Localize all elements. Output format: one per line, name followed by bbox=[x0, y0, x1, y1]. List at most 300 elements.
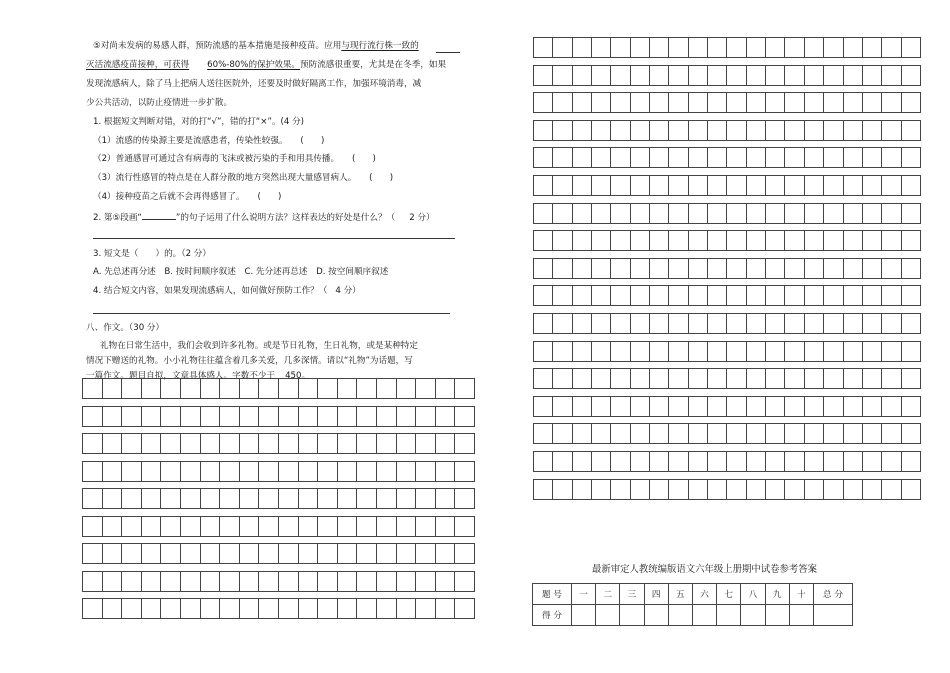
grid-cell[interactable] bbox=[573, 38, 592, 57]
grid-cell[interactable] bbox=[650, 176, 669, 195]
grid-cell[interactable] bbox=[573, 424, 592, 443]
grid-cell[interactable] bbox=[669, 93, 688, 112]
grid-cell[interactable] bbox=[377, 379, 397, 398]
grid-cell[interactable] bbox=[882, 342, 901, 361]
grid-cell[interactable] bbox=[785, 397, 804, 416]
grid-cell[interactable] bbox=[824, 66, 843, 85]
grid-cell[interactable] bbox=[357, 407, 377, 426]
grid-cell[interactable] bbox=[863, 424, 882, 443]
grid-cell[interactable] bbox=[689, 424, 708, 443]
grid-cell[interactable] bbox=[103, 434, 123, 453]
grid-cell[interactable] bbox=[805, 259, 824, 278]
grid-cell[interactable] bbox=[455, 489, 474, 508]
grid-cell[interactable] bbox=[338, 489, 358, 508]
grid-cell[interactable] bbox=[220, 599, 240, 618]
grid-cell[interactable] bbox=[201, 599, 221, 618]
grid-cell[interactable] bbox=[377, 544, 397, 563]
grid-cell[interactable] bbox=[279, 379, 299, 398]
grid-cell[interactable] bbox=[357, 462, 377, 481]
grid-cell[interactable] bbox=[844, 231, 863, 250]
grid-cell[interactable] bbox=[161, 379, 181, 398]
grid-cell[interactable] bbox=[220, 489, 240, 508]
grid-cell[interactable] bbox=[338, 544, 358, 563]
grid-cell[interactable] bbox=[708, 314, 727, 333]
grid-cell[interactable] bbox=[805, 38, 824, 57]
grid-cell[interactable] bbox=[611, 397, 630, 416]
grid-cell[interactable] bbox=[534, 342, 553, 361]
grid-cell[interactable] bbox=[708, 121, 727, 140]
grid-cell[interactable] bbox=[844, 286, 863, 305]
grid-cell[interactable] bbox=[708, 259, 727, 278]
grid-cell[interactable] bbox=[863, 397, 882, 416]
grid-cell[interactable] bbox=[534, 93, 553, 112]
grid-cell[interactable] bbox=[747, 397, 766, 416]
grid-cell[interactable] bbox=[299, 572, 319, 591]
grid-cell[interactable] bbox=[766, 480, 785, 499]
grid-cell[interactable] bbox=[279, 462, 299, 481]
grid-cell[interactable] bbox=[727, 176, 746, 195]
grid-cell[interactable] bbox=[747, 204, 766, 223]
score-cell[interactable] bbox=[741, 605, 765, 626]
grid-cell[interactable] bbox=[766, 66, 785, 85]
grid-cell[interactable] bbox=[592, 231, 611, 250]
grid-cell[interactable] bbox=[611, 93, 630, 112]
grid-cell[interactable] bbox=[299, 462, 319, 481]
grid-cell[interactable] bbox=[669, 66, 688, 85]
grid-cell[interactable] bbox=[201, 434, 221, 453]
grid-cell[interactable] bbox=[785, 121, 804, 140]
grid-cell[interactable] bbox=[631, 452, 650, 471]
grid-cell[interactable] bbox=[279, 489, 299, 508]
grid-cell[interactable] bbox=[201, 517, 221, 536]
grid-cell[interactable] bbox=[377, 407, 397, 426]
grid-cell[interactable] bbox=[436, 462, 456, 481]
grid-cell[interactable] bbox=[592, 176, 611, 195]
grid-cell[interactable] bbox=[727, 314, 746, 333]
grid-cell[interactable] bbox=[805, 204, 824, 223]
grid-cell[interactable] bbox=[83, 434, 103, 453]
grid-cell[interactable] bbox=[824, 231, 843, 250]
grid-cell[interactable] bbox=[863, 176, 882, 195]
grid-cell[interactable] bbox=[318, 379, 338, 398]
grid-cell[interactable] bbox=[766, 369, 785, 388]
grid-cell[interactable] bbox=[902, 369, 920, 388]
grid-cell[interactable] bbox=[805, 397, 824, 416]
grid-cell[interactable] bbox=[669, 176, 688, 195]
grid-cell[interactable] bbox=[220, 462, 240, 481]
grid-cell[interactable] bbox=[631, 369, 650, 388]
grid-cell[interactable] bbox=[631, 204, 650, 223]
grid-cell[interactable] bbox=[708, 176, 727, 195]
grid-cell[interactable] bbox=[318, 544, 338, 563]
grid-cell[interactable] bbox=[259, 572, 279, 591]
grid-cell[interactable] bbox=[611, 66, 630, 85]
grid-cell[interactable] bbox=[766, 204, 785, 223]
grid-cell[interactable] bbox=[689, 480, 708, 499]
grid-cell[interactable] bbox=[785, 342, 804, 361]
grid-cell[interactable] bbox=[553, 314, 572, 333]
grid-cell[interactable] bbox=[122, 544, 142, 563]
grid-cell[interactable] bbox=[882, 66, 901, 85]
grid-cell[interactable] bbox=[318, 489, 338, 508]
grid-cell[interactable] bbox=[689, 148, 708, 167]
grid-cell[interactable] bbox=[882, 231, 901, 250]
grid-cell[interactable] bbox=[747, 93, 766, 112]
grid-cell[interactable] bbox=[650, 480, 669, 499]
grid-cell[interactable] bbox=[708, 66, 727, 85]
grid-cell[interactable] bbox=[902, 38, 920, 57]
grid-cell[interactable] bbox=[650, 259, 669, 278]
grid-cell[interactable] bbox=[882, 286, 901, 305]
grid-cell[interactable] bbox=[592, 480, 611, 499]
grid-cell[interactable] bbox=[844, 93, 863, 112]
grid-cell[interactable] bbox=[727, 369, 746, 388]
grid-cell[interactable] bbox=[727, 452, 746, 471]
grid-cell[interactable] bbox=[611, 176, 630, 195]
grid-cell[interactable] bbox=[902, 66, 920, 85]
grid-cell[interactable] bbox=[279, 434, 299, 453]
grid-cell[interactable] bbox=[161, 462, 181, 481]
grid-cell[interactable] bbox=[650, 342, 669, 361]
grid-cell[interactable] bbox=[573, 93, 592, 112]
grid-cell[interactable] bbox=[592, 452, 611, 471]
grid-cell[interactable] bbox=[611, 342, 630, 361]
grid-cell[interactable] bbox=[377, 462, 397, 481]
grid-cell[interactable] bbox=[747, 121, 766, 140]
grid-cell[interactable] bbox=[397, 434, 417, 453]
grid-cell[interactable] bbox=[357, 544, 377, 563]
grid-cell[interactable] bbox=[299, 517, 319, 536]
grid-cell[interactable] bbox=[240, 517, 260, 536]
grid-cell[interactable] bbox=[377, 599, 397, 618]
grid-cell[interactable] bbox=[259, 489, 279, 508]
grid-cell[interactable] bbox=[103, 379, 123, 398]
grid-cell[interactable] bbox=[611, 148, 630, 167]
grid-cell[interactable] bbox=[766, 342, 785, 361]
grid-cell[interactable] bbox=[534, 204, 553, 223]
grid-cell[interactable] bbox=[318, 462, 338, 481]
grid-cell[interactable] bbox=[455, 434, 474, 453]
grid-cell[interactable] bbox=[181, 572, 201, 591]
grid-cell[interactable] bbox=[573, 452, 592, 471]
grid-cell[interactable] bbox=[573, 314, 592, 333]
grid-cell[interactable] bbox=[240, 599, 260, 618]
grid-cell[interactable] bbox=[844, 204, 863, 223]
grid-cell[interactable] bbox=[902, 424, 920, 443]
grid-cell[interactable] bbox=[805, 148, 824, 167]
grid-cell[interactable] bbox=[708, 231, 727, 250]
grid-cell[interactable] bbox=[240, 544, 260, 563]
grid-cell[interactable] bbox=[573, 397, 592, 416]
grid-cell[interactable] bbox=[708, 342, 727, 361]
grid-cell[interactable] bbox=[863, 38, 882, 57]
grid-cell[interactable] bbox=[631, 121, 650, 140]
grid-cell[interactable] bbox=[863, 314, 882, 333]
grid-cell[interactable] bbox=[611, 452, 630, 471]
grid-cell[interactable] bbox=[824, 38, 843, 57]
grid-cell[interactable] bbox=[83, 517, 103, 536]
grid-cell[interactable] bbox=[220, 572, 240, 591]
grid-cell[interactable] bbox=[785, 93, 804, 112]
grid-cell[interactable] bbox=[534, 397, 553, 416]
grid-cell[interactable] bbox=[669, 314, 688, 333]
grid-cell[interactable] bbox=[357, 489, 377, 508]
grid-cell[interactable] bbox=[455, 599, 474, 618]
grid-cell[interactable] bbox=[553, 259, 572, 278]
grid-cell[interactable] bbox=[631, 480, 650, 499]
grid-cell[interactable] bbox=[455, 544, 474, 563]
grid-cell[interactable] bbox=[416, 434, 436, 453]
grid-cell[interactable] bbox=[824, 424, 843, 443]
grid-cell[interactable] bbox=[902, 480, 920, 499]
grid-cell[interactable] bbox=[103, 489, 123, 508]
grid-cell[interactable] bbox=[785, 38, 804, 57]
grid-cell[interactable] bbox=[785, 148, 804, 167]
grid-cell[interactable] bbox=[747, 148, 766, 167]
grid-cell[interactable] bbox=[844, 38, 863, 57]
grid-cell[interactable] bbox=[747, 452, 766, 471]
grid-cell[interactable] bbox=[727, 93, 746, 112]
grid-cell[interactable] bbox=[161, 434, 181, 453]
grid-cell[interactable] bbox=[650, 452, 669, 471]
grid-cell[interactable] bbox=[397, 544, 417, 563]
grid-cell[interactable] bbox=[142, 379, 162, 398]
grid-cell[interactable] bbox=[708, 369, 727, 388]
grid-cell[interactable] bbox=[573, 176, 592, 195]
grid-cell[interactable] bbox=[592, 38, 611, 57]
grid-cell[interactable] bbox=[573, 204, 592, 223]
grid-cell[interactable] bbox=[669, 480, 688, 499]
grid-cell[interactable] bbox=[377, 572, 397, 591]
grid-cell[interactable] bbox=[534, 148, 553, 167]
grid-cell[interactable] bbox=[805, 314, 824, 333]
grid-cell[interactable] bbox=[805, 424, 824, 443]
grid-cell[interactable] bbox=[534, 314, 553, 333]
grid-cell[interactable] bbox=[279, 572, 299, 591]
grid-cell[interactable] bbox=[631, 231, 650, 250]
grid-cell[interactable] bbox=[669, 121, 688, 140]
grid-cell[interactable] bbox=[611, 424, 630, 443]
grid-cell[interactable] bbox=[902, 93, 920, 112]
grid-cell[interactable] bbox=[611, 286, 630, 305]
grid-cell[interactable] bbox=[534, 286, 553, 305]
grid-cell[interactable] bbox=[553, 342, 572, 361]
grid-cell[interactable] bbox=[142, 517, 162, 536]
grid-cell[interactable] bbox=[747, 66, 766, 85]
grid-cell[interactable] bbox=[553, 397, 572, 416]
grid-cell[interactable] bbox=[766, 176, 785, 195]
grid-cell[interactable] bbox=[455, 379, 474, 398]
grid-cell[interactable] bbox=[708, 204, 727, 223]
grid-cell[interactable] bbox=[902, 286, 920, 305]
grid-cell[interactable] bbox=[669, 148, 688, 167]
grid-cell[interactable] bbox=[631, 342, 650, 361]
grid-cell[interactable] bbox=[201, 379, 221, 398]
grid-cell[interactable] bbox=[863, 369, 882, 388]
grid-cell[interactable] bbox=[669, 342, 688, 361]
grid-cell[interactable] bbox=[727, 424, 746, 443]
grid-cell[interactable] bbox=[844, 259, 863, 278]
grid-cell[interactable] bbox=[669, 231, 688, 250]
grid-cell[interactable] bbox=[766, 452, 785, 471]
grid-cell[interactable] bbox=[882, 148, 901, 167]
grid-cell[interactable] bbox=[902, 121, 920, 140]
grid-cell[interactable] bbox=[727, 342, 746, 361]
grid-cell[interactable] bbox=[785, 286, 804, 305]
grid-cell[interactable] bbox=[669, 286, 688, 305]
grid-cell[interactable] bbox=[727, 38, 746, 57]
grid-cell[interactable] bbox=[882, 259, 901, 278]
grid-cell[interactable] bbox=[631, 176, 650, 195]
grid-cell[interactable] bbox=[669, 38, 688, 57]
grid-cell[interactable] bbox=[902, 452, 920, 471]
grid-cell[interactable] bbox=[83, 379, 103, 398]
grid-cell[interactable] bbox=[863, 204, 882, 223]
grid-cell[interactable] bbox=[142, 572, 162, 591]
grid-cell[interactable] bbox=[397, 462, 417, 481]
grid-cell[interactable] bbox=[122, 462, 142, 481]
grid-cell[interactable] bbox=[181, 379, 201, 398]
grid-cell[interactable] bbox=[416, 599, 436, 618]
grid-cell[interactable] bbox=[611, 204, 630, 223]
grid-cell[interactable] bbox=[455, 407, 474, 426]
grid-cell[interactable] bbox=[181, 462, 201, 481]
grid-cell[interactable] bbox=[805, 66, 824, 85]
grid-cell[interactable] bbox=[573, 286, 592, 305]
grid-cell[interactable] bbox=[573, 369, 592, 388]
grid-cell[interactable] bbox=[436, 379, 456, 398]
grid-cell[interactable] bbox=[279, 407, 299, 426]
score-cell[interactable] bbox=[717, 605, 741, 626]
grid-cell[interactable] bbox=[259, 517, 279, 536]
grid-cell[interactable] bbox=[882, 314, 901, 333]
score-cell[interactable] bbox=[596, 605, 620, 626]
grid-cell[interactable] bbox=[727, 397, 746, 416]
grid-cell[interactable] bbox=[882, 38, 901, 57]
grid-cell[interactable] bbox=[902, 259, 920, 278]
grid-cell[interactable] bbox=[553, 231, 572, 250]
grid-cell[interactable] bbox=[534, 452, 553, 471]
grid-cell[interactable] bbox=[122, 407, 142, 426]
grid-cell[interactable] bbox=[534, 259, 553, 278]
grid-cell[interactable] bbox=[299, 407, 319, 426]
grid-cell[interactable] bbox=[785, 66, 804, 85]
grid-cell[interactable] bbox=[766, 424, 785, 443]
grid-cell[interactable] bbox=[397, 379, 417, 398]
grid-cell[interactable] bbox=[181, 517, 201, 536]
grid-cell[interactable] bbox=[902, 397, 920, 416]
grid-cell[interactable] bbox=[416, 407, 436, 426]
grid-cell[interactable] bbox=[650, 66, 669, 85]
grid-cell[interactable] bbox=[689, 66, 708, 85]
grid-cell[interactable] bbox=[689, 342, 708, 361]
grid-cell[interactable] bbox=[592, 66, 611, 85]
grid-cell[interactable] bbox=[259, 379, 279, 398]
grid-cell[interactable] bbox=[142, 544, 162, 563]
grid-cell[interactable] bbox=[805, 369, 824, 388]
score-cell[interactable] bbox=[789, 605, 813, 626]
grid-cell[interactable] bbox=[338, 407, 358, 426]
grid-cell[interactable] bbox=[824, 259, 843, 278]
grid-cell[interactable] bbox=[436, 407, 456, 426]
grid-cell[interactable] bbox=[882, 121, 901, 140]
grid-cell[interactable] bbox=[689, 314, 708, 333]
grid-cell[interactable] bbox=[785, 259, 804, 278]
grid-cell[interactable] bbox=[882, 452, 901, 471]
grid-cell[interactable] bbox=[631, 424, 650, 443]
grid-cell[interactable] bbox=[161, 517, 181, 536]
grid-cell[interactable] bbox=[844, 369, 863, 388]
score-cell[interactable] bbox=[692, 605, 716, 626]
grid-cell[interactable] bbox=[259, 434, 279, 453]
grid-cell[interactable] bbox=[727, 286, 746, 305]
grid-cell[interactable] bbox=[240, 462, 260, 481]
grid-cell[interactable] bbox=[318, 572, 338, 591]
grid-cell[interactable] bbox=[377, 489, 397, 508]
grid-cell[interactable] bbox=[689, 259, 708, 278]
grid-cell[interactable] bbox=[805, 121, 824, 140]
grid-cell[interactable] bbox=[650, 424, 669, 443]
grid-cell[interactable] bbox=[727, 204, 746, 223]
grid-cell[interactable] bbox=[573, 342, 592, 361]
grid-cell[interactable] bbox=[863, 452, 882, 471]
grid-cell[interactable] bbox=[220, 379, 240, 398]
grid-cell[interactable] bbox=[747, 259, 766, 278]
continued-writing-grid[interactable] bbox=[533, 37, 921, 512]
grid-cell[interactable] bbox=[534, 480, 553, 499]
grid-cell[interactable] bbox=[318, 434, 338, 453]
grid-cell[interactable] bbox=[83, 572, 103, 591]
grid-cell[interactable] bbox=[669, 369, 688, 388]
grid-cell[interactable] bbox=[338, 517, 358, 536]
grid-cell[interactable] bbox=[338, 434, 358, 453]
grid-cell[interactable] bbox=[863, 148, 882, 167]
score-cell[interactable] bbox=[765, 605, 789, 626]
grid-cell[interactable] bbox=[824, 397, 843, 416]
grid-cell[interactable] bbox=[240, 407, 260, 426]
grid-cell[interactable] bbox=[240, 489, 260, 508]
grid-cell[interactable] bbox=[824, 369, 843, 388]
grid-cell[interactable] bbox=[611, 231, 630, 250]
grid-cell[interactable] bbox=[553, 204, 572, 223]
grid-cell[interactable] bbox=[650, 397, 669, 416]
grid-cell[interactable] bbox=[553, 121, 572, 140]
grid-cell[interactable] bbox=[650, 314, 669, 333]
grid-cell[interactable] bbox=[220, 407, 240, 426]
grid-cell[interactable] bbox=[103, 517, 123, 536]
grid-cell[interactable] bbox=[436, 489, 456, 508]
grid-cell[interactable] bbox=[83, 462, 103, 481]
grid-cell[interactable] bbox=[259, 407, 279, 426]
grid-cell[interactable] bbox=[259, 599, 279, 618]
grid-cell[interactable] bbox=[766, 314, 785, 333]
grid-cell[interactable] bbox=[631, 93, 650, 112]
grid-cell[interactable] bbox=[299, 489, 319, 508]
grid-cell[interactable] bbox=[592, 369, 611, 388]
grid-cell[interactable] bbox=[357, 379, 377, 398]
grid-cell[interactable] bbox=[122, 599, 142, 618]
grid-cell[interactable] bbox=[592, 424, 611, 443]
grid-cell[interactable] bbox=[902, 342, 920, 361]
grid-cell[interactable] bbox=[747, 176, 766, 195]
grid-cell[interactable] bbox=[611, 314, 630, 333]
grid-cell[interactable] bbox=[689, 397, 708, 416]
grid-cell[interactable] bbox=[259, 544, 279, 563]
grid-cell[interactable] bbox=[902, 148, 920, 167]
grid-cell[interactable] bbox=[534, 369, 553, 388]
grid-cell[interactable] bbox=[669, 204, 688, 223]
grid-cell[interactable] bbox=[824, 480, 843, 499]
